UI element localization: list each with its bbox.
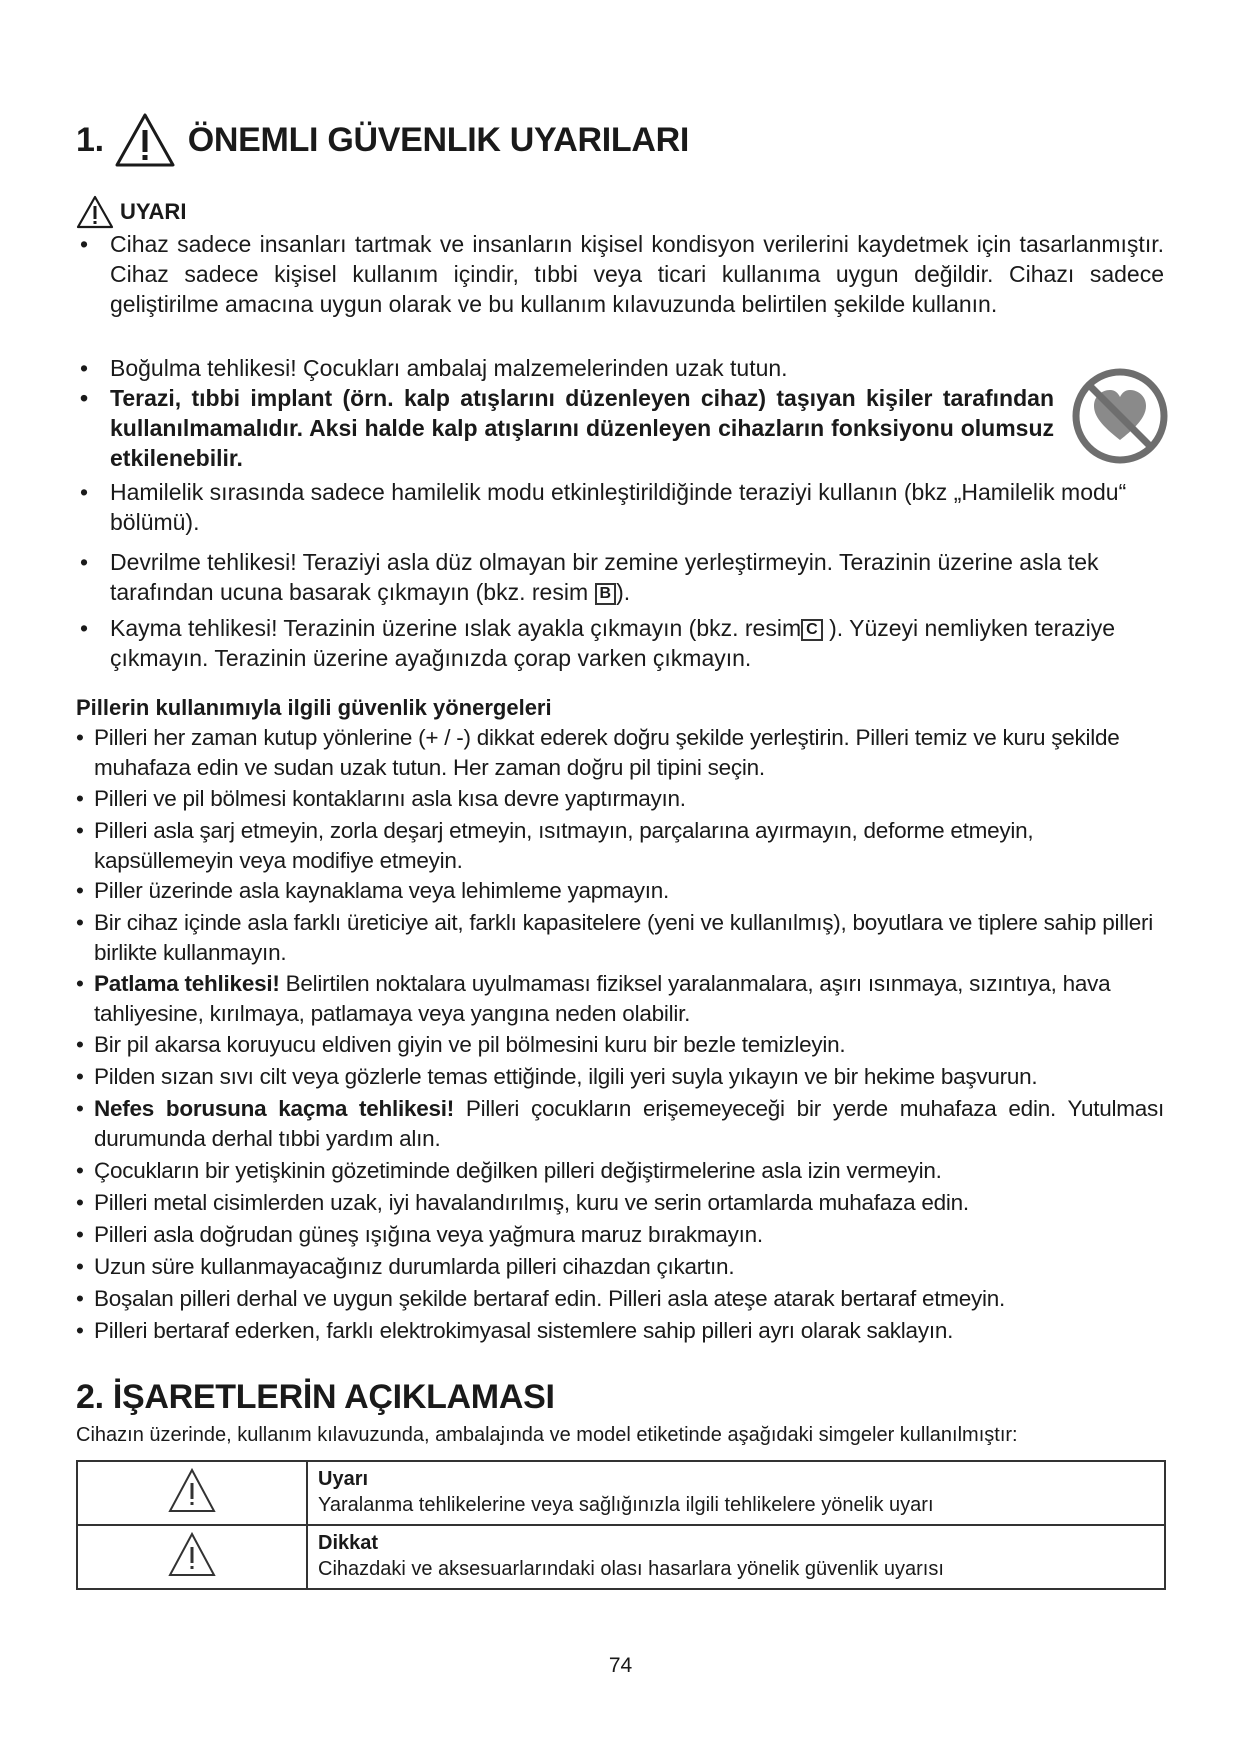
- bullet-dot: •: [76, 910, 84, 935]
- symbol-description: Cihazdaki ve aksesuarlarındaki olası hasarlara yönelik güvenlik uyarısı: [318, 1558, 944, 1580]
- section-1-heading: [76, 112, 689, 168]
- battery-bullet: [76, 1316, 1164, 1346]
- battery-bullet-text: [94, 1094, 1164, 1154]
- warning-bullet: [80, 613, 1170, 673]
- warning-bullet: [80, 477, 1164, 537]
- symbol-title: Dikkat: [318, 1532, 379, 1554]
- figure-ref-c: C: [801, 619, 823, 641]
- bullet-dot: •: [76, 1158, 84, 1183]
- warning-bullet-text: Terazi, tıbbi implant (örn. kalp atışlarını düzenleyen cihaz) taşıyan kişiler tarafından kullanılmamalıdır. Aksi halde kalp atışlarını düzenleyen cihazların fonksiyonu olumsuz etkilenebilir.: [110, 385, 1054, 471]
- warning-bullet-text: [110, 547, 1164, 607]
- battery-bullet-text: Pilleri asla doğrudan güneş ışığına veya yağmura maruz bırakmayın.: [94, 1222, 763, 1247]
- battery-bullet: [76, 1030, 1164, 1060]
- warning-label: [76, 195, 186, 229]
- figure-ref-b: B: [595, 583, 617, 605]
- battery-bullet: [76, 876, 1164, 906]
- battery-safety-heading: Pillerin kullanımıyla ilgili güvenlik yönergeleri: [76, 695, 552, 720]
- battery-bullet: [76, 1062, 1164, 1092]
- bullet-text-part: Pilleri çocukların erişemeyeceği bir yerde muhafaza edin. Yutulması durumunda derhal tıbbi yardım alın.: [94, 1096, 1164, 1151]
- bullet-dot: •: [76, 1222, 84, 1247]
- battery-bullet-text: Pilleri metal cisimlerden uzak, iyi havalandırılmış, kuru ve serin ortamlarda muhafaza edin.: [94, 1190, 969, 1215]
- warning-bullet: [80, 229, 1164, 319]
- bullet-dot: •: [80, 385, 89, 411]
- bullet-text-part: ).: [616, 579, 631, 605]
- bullet-text-part: ). Yüzeyi nemliyken teraziye çıkmayın. Terazinin üzerine ayağınızda çorap varken çıkmayın.: [110, 615, 1115, 671]
- battery-bullet: [76, 1188, 1164, 1218]
- bullet-dot: •: [76, 971, 84, 996]
- battery-bullet-text: Bir cihaz içinde asla farklı üreticiye ait, farklı kapasitelere (yeni ve kullanılmış), boyutlara ve tiplere sahip pilleri birlikte kullanmayın.: [94, 910, 1153, 965]
- bullet-dot: •: [76, 786, 84, 811]
- warning-bullet: [80, 383, 1054, 473]
- symbol-description: Yaralanma tehlikelerine veya sağlığınızla ilgili tehlikelere yönelik uyarı: [318, 1494, 934, 1516]
- bullet-text-part: Belirtilen noktalara uyulmaması fiziksel yaralanmalara, aşırı ısınmaya, sızıntıya, hava tahliyesine, kırılmaya, patlamaya veya yangına neden olabilir.: [94, 971, 1111, 1026]
- bullet-bold-lead: Patlama tehlikesi!: [94, 971, 280, 996]
- battery-bullet-text: Pilden sızan sıvı cilt veya gözlerle temas ettiğinde, ilgili yeri suyla yıkayın ve bir hekime başvurun.: [94, 1064, 1038, 1089]
- battery-bullet-text: [94, 969, 1164, 1029]
- warning-bullet-text: [110, 613, 1170, 673]
- warning-label-text: UYARI: [120, 199, 187, 224]
- warning-bullet: [80, 547, 1164, 607]
- battery-bullet: [76, 784, 1164, 814]
- page-number: 74: [608, 1654, 633, 1677]
- battery-bullet: [76, 1156, 1164, 1186]
- symbols-table: [76, 1460, 1166, 1590]
- table-row: [77, 1525, 1165, 1589]
- battery-bullet: [76, 969, 1164, 1029]
- bullet-dot: •: [76, 1286, 84, 1311]
- bullet-dot: •: [80, 615, 89, 641]
- battery-bullet-text: Çocukların bir yetişkinin gözetiminde değilken pilleri değiştirmelerine asla izin vermeyin.: [94, 1158, 942, 1183]
- symbol-cell: [77, 1461, 307, 1525]
- caution-triangle-icon: [167, 1531, 217, 1579]
- battery-bullet: [76, 1094, 1164, 1154]
- bullet-bold-lead: Nefes borusuna kaçma tehlikesi!: [94, 1096, 455, 1121]
- bullet-text-part: Kayma tehlikesi! Terazinin üzerine ıslak ayakla çıkmayın (bkz. resim: [110, 615, 802, 641]
- battery-bullet-text: Pilleri bertaraf ederken, farklı elektrokimyasal sistemlere sahip pilleri ayrı olarak saklayın.: [94, 1318, 954, 1343]
- section-1-number: 1.: [76, 120, 104, 159]
- table-row: [77, 1461, 1165, 1525]
- bullet-dot: •: [80, 231, 89, 257]
- warning-small-triangle-icon: [76, 195, 114, 229]
- battery-bullet: [76, 1252, 1164, 1282]
- bullet-dot: •: [76, 1096, 84, 1121]
- section-1-title: ÖNEMLI GÜVENLIK UYARILARI: [187, 120, 690, 159]
- battery-bullet: [76, 1284, 1164, 1314]
- battery-bullet-text: Pilleri asla şarj etmeyin, zorla deşarj etmeyin, ısıtmayın, parçalarına ayırmayın, deforme etmeyin, kapsüllemeyin veya modifiye etmeyin.: [94, 818, 1034, 873]
- section-2-heading: 2. İŞARETLERİN AÇIKLAMASI: [76, 1378, 555, 1416]
- bullet-dot: •: [80, 355, 89, 381]
- warning-bullet: [80, 353, 1164, 383]
- symbol-description-cell: [307, 1525, 1165, 1589]
- bullet-dot: •: [80, 549, 89, 575]
- battery-bullet-text: Pilleri her zaman kutup yönlerine (+ / -) dikkat ederek doğru şekilde yerleştirin. Pilleri temiz ve kuru şekilde muhafaza edin ve sudan uzak tutun. Her zaman doğru pil tipini seçin.: [94, 725, 1120, 780]
- battery-bullet: [76, 816, 1164, 876]
- bullet-dot: •: [76, 1318, 84, 1343]
- warning-bullet-text: Cihaz sadece insanları tartmak ve insanların kişisel kondisyon verilerini kaydetmek için tasarlanmıştır. Cihaz sadece kişisel kullanım içindir, tıbbi veya ticari kullanıma uygun değildir. Cihazı sadece geliştirilme amacına uygun olarak ve bu kullanım kılavuzunda belirtilen şekilde kullanın.: [110, 231, 1164, 317]
- bullet-dot: •: [76, 1064, 84, 1089]
- symbol-description-cell: [307, 1461, 1165, 1525]
- bullet-dot: •: [80, 479, 89, 505]
- warning-bullet-text: Boğulma tehlikesi! Çocukları ambalaj malzemelerinden uzak tutun.: [110, 355, 788, 381]
- bullet-text-part: Devrilme tehlikesi! Teraziyi asla düz olmayan bir zemine yerleştirmeyin. Terazinin üzerine asla tek tarafından ucuna basarak çıkmayın (bkz. resim: [110, 549, 1099, 605]
- symbol-title: Uyarı: [318, 1468, 369, 1490]
- bullet-dot: •: [76, 1032, 84, 1057]
- battery-bullet: [76, 908, 1164, 968]
- battery-bullet: [76, 1220, 1164, 1250]
- symbol-cell: [77, 1525, 307, 1589]
- bullet-dot: •: [76, 818, 84, 843]
- battery-bullet-text: Bir pil akarsa koruyucu eldiven giyin ve pil bölmesini kuru bir bezle temizleyin.: [94, 1032, 846, 1057]
- no-pacemaker-icon: [1072, 368, 1168, 464]
- battery-bullet-text: Piller üzerinde asla kaynaklama veya lehimleme yapmayın.: [94, 878, 670, 903]
- battery-bullet-text: Uzun süre kullanmayacağınız durumlarda pilleri cihazdan çıkartın.: [94, 1254, 735, 1279]
- bullet-dot: •: [76, 878, 84, 903]
- warning-bullet-text: Hamilelik sırasında sadece hamilelik modu etkinleştirildiğinde teraziyi kullanın (bkz „Hamilelik modu“ bölümü).: [110, 479, 1127, 535]
- warning-triangle-icon: [114, 112, 176, 168]
- bullet-dot: •: [76, 725, 84, 750]
- bullet-dot: •: [76, 1190, 84, 1215]
- section-2-intro: Cihazın üzerinde, kullanım kılavuzunda, ambalajında ve model etiketinde aşağıdaki simgeler kullanılmıştır:: [76, 1424, 1018, 1446]
- battery-bullet: [76, 723, 1164, 783]
- battery-bullet-text: Pilleri ve pil bölmesi kontaklarını asla kısa devre yaptırmayın.: [94, 786, 686, 811]
- bullet-dot: •: [76, 1254, 84, 1279]
- warning-triangle-icon: [167, 1467, 217, 1515]
- battery-bullet-text: Boşalan pilleri derhal ve uygun şekilde bertaraf edin. Pilleri asla ateşe atarak bertaraf etmeyin.: [94, 1286, 1006, 1311]
